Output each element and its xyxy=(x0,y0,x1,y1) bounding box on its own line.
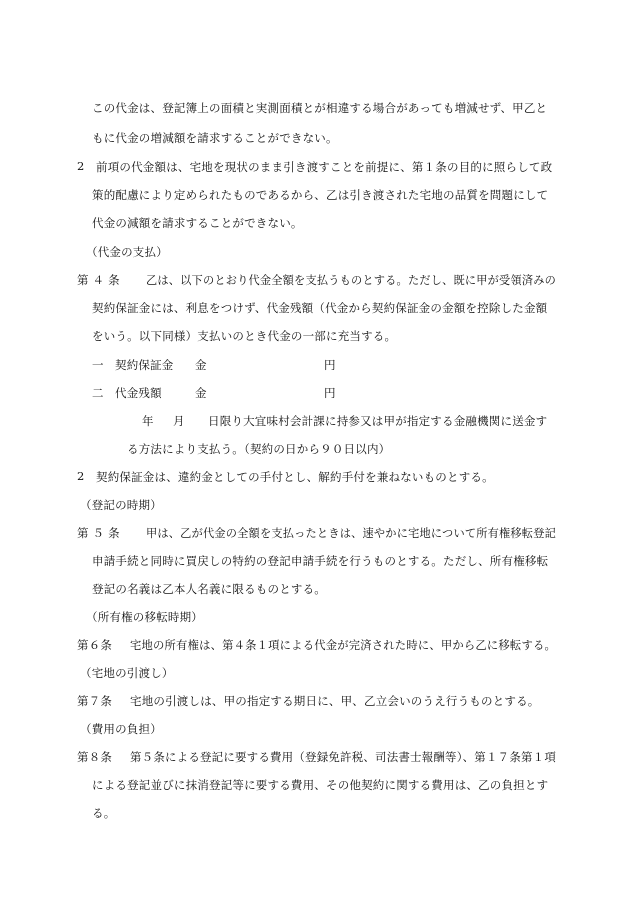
date-year xyxy=(142,413,154,429)
article-label xyxy=(77,637,112,653)
section-heading xyxy=(80,721,162,737)
date-year-text: 年 xyxy=(142,414,154,428)
line-text: もに代金の増減額を請求することができない。 xyxy=(92,131,338,145)
item-number-text: 一 xyxy=(92,358,104,372)
text-line xyxy=(92,215,303,231)
text-line xyxy=(92,130,338,146)
text-line xyxy=(130,637,563,653)
date-month-text: 月 xyxy=(173,414,185,428)
heading-text: （宅地の引渡し） xyxy=(80,666,174,680)
article-label-text: 第 ４ 条 xyxy=(77,273,120,287)
article-label xyxy=(77,749,112,765)
amount-kin xyxy=(195,385,207,401)
article-label xyxy=(77,272,120,288)
line-text: 宅地の所有権は、第４条１項による代金が完済された時に、甲から乙に移転する。 xyxy=(130,638,556,652)
text-line xyxy=(96,469,494,485)
article-label-text: 第７条 xyxy=(77,694,113,708)
text-line xyxy=(130,749,557,765)
amount-yen-text: 円 xyxy=(324,386,336,400)
item-number-text: 二 xyxy=(92,386,104,400)
item-label-text: 契約保証金 xyxy=(115,358,174,372)
line-text: による登記並びに抹消登記等に要する費用、その他契約に関する費用は、乙の負担とす xyxy=(92,778,549,792)
article-label-text: 第８条 xyxy=(77,750,113,764)
text-line xyxy=(146,525,567,541)
line-text: 第５条による登記に要する費用（登録免許税、司法書士報酬等）、第１７条第１項 xyxy=(130,750,556,764)
amount-kin xyxy=(195,357,207,373)
amount-kin-text: 金 xyxy=(195,386,207,400)
item-number xyxy=(92,357,104,373)
article-label-text: 第６条 xyxy=(77,638,113,652)
paragraph-number-text: 2 xyxy=(77,469,85,483)
text-line xyxy=(92,187,548,203)
text-line xyxy=(96,159,552,175)
text-line xyxy=(208,413,547,429)
line-text: をいう。以下同様）支払いのとき代金の一部に充当する。 xyxy=(92,329,397,343)
amount-yen xyxy=(324,357,336,373)
item-label xyxy=(115,357,174,373)
article-label-text: 第 ５ 条 xyxy=(77,526,120,540)
text-line xyxy=(127,441,390,457)
text-line xyxy=(130,693,540,709)
text-line xyxy=(92,805,115,821)
line-text: 甲は、乙が代金の全額を支払ったときは、速やかに宅地について所有権移転登記 xyxy=(146,526,556,540)
text-line xyxy=(92,581,326,597)
line-text: 契約保証金は、違約金としての手付とし、解約手付を兼ねないものとする。 xyxy=(96,470,494,484)
section-heading xyxy=(86,244,168,260)
line-text: 策的配慮により定められたものであるから、乙は引き渡された宅地の品質を問題にして xyxy=(92,188,549,202)
heading-text: （登記の時期） xyxy=(80,498,162,512)
line-text: る。 xyxy=(92,806,116,820)
line-text: 乙は、以下のとおり代金全額を支払うものとする。ただし、既に甲が受領済みの xyxy=(146,273,556,287)
date-month xyxy=(173,413,185,429)
text-line xyxy=(92,777,548,793)
line-text: 前項の代金額は、宅地を現状のまま引き渡すことを前提に、第１条の目的に照らして政 xyxy=(96,160,553,174)
item-label-text: 代金残額 xyxy=(115,386,162,400)
line-text: 登記の名義は乙本人名義に限るものとする。 xyxy=(92,582,326,596)
item-label xyxy=(115,385,162,401)
heading-text: （費用の負担） xyxy=(80,722,162,736)
line-text: る方法により支払う。（契約の日から９０日以内） xyxy=(127,442,391,456)
article-label xyxy=(77,525,120,541)
paragraph-number xyxy=(77,159,85,173)
line-text: 宅地の引渡しは、甲の指定する期日に、甲、乙立会いのうえ行うものとする。 xyxy=(130,694,540,708)
line-text: この代金は、登記簿上の面積と実測面積とが相違する場合があっても増減せず、甲乙と xyxy=(92,101,548,115)
paragraph-number xyxy=(77,469,85,483)
line-text: 代金の減額を請求することができない。 xyxy=(92,216,303,230)
line-text: 申請手続と同時に買戻しの特約の登記申請手続を行うものとする。ただし、所有権移転 xyxy=(92,554,549,568)
line-text: 契約保証金には、利息をつけず、代金残額（代金から契約保証金の金額を控除した金額 xyxy=(92,301,548,315)
amount-yen xyxy=(324,385,336,401)
item-number xyxy=(92,385,104,401)
text-line xyxy=(92,328,396,344)
heading-text: （所有権の移転時期） xyxy=(86,610,203,624)
text-line xyxy=(92,100,547,116)
text-line xyxy=(146,272,567,288)
text-line xyxy=(92,300,547,316)
article-label xyxy=(77,693,112,709)
paragraph-number-text: 2 xyxy=(77,159,85,173)
section-heading xyxy=(80,665,174,681)
section-heading xyxy=(86,609,203,625)
amount-yen-text: 円 xyxy=(324,358,336,372)
line-text: 日限り大宜味村会計課に持参又は甲が指定する金融機関に送金す xyxy=(208,414,548,428)
text-line xyxy=(92,553,548,569)
section-heading xyxy=(80,497,162,513)
heading-text: （代金の支払） xyxy=(86,245,168,259)
amount-kin-text: 金 xyxy=(195,358,207,372)
